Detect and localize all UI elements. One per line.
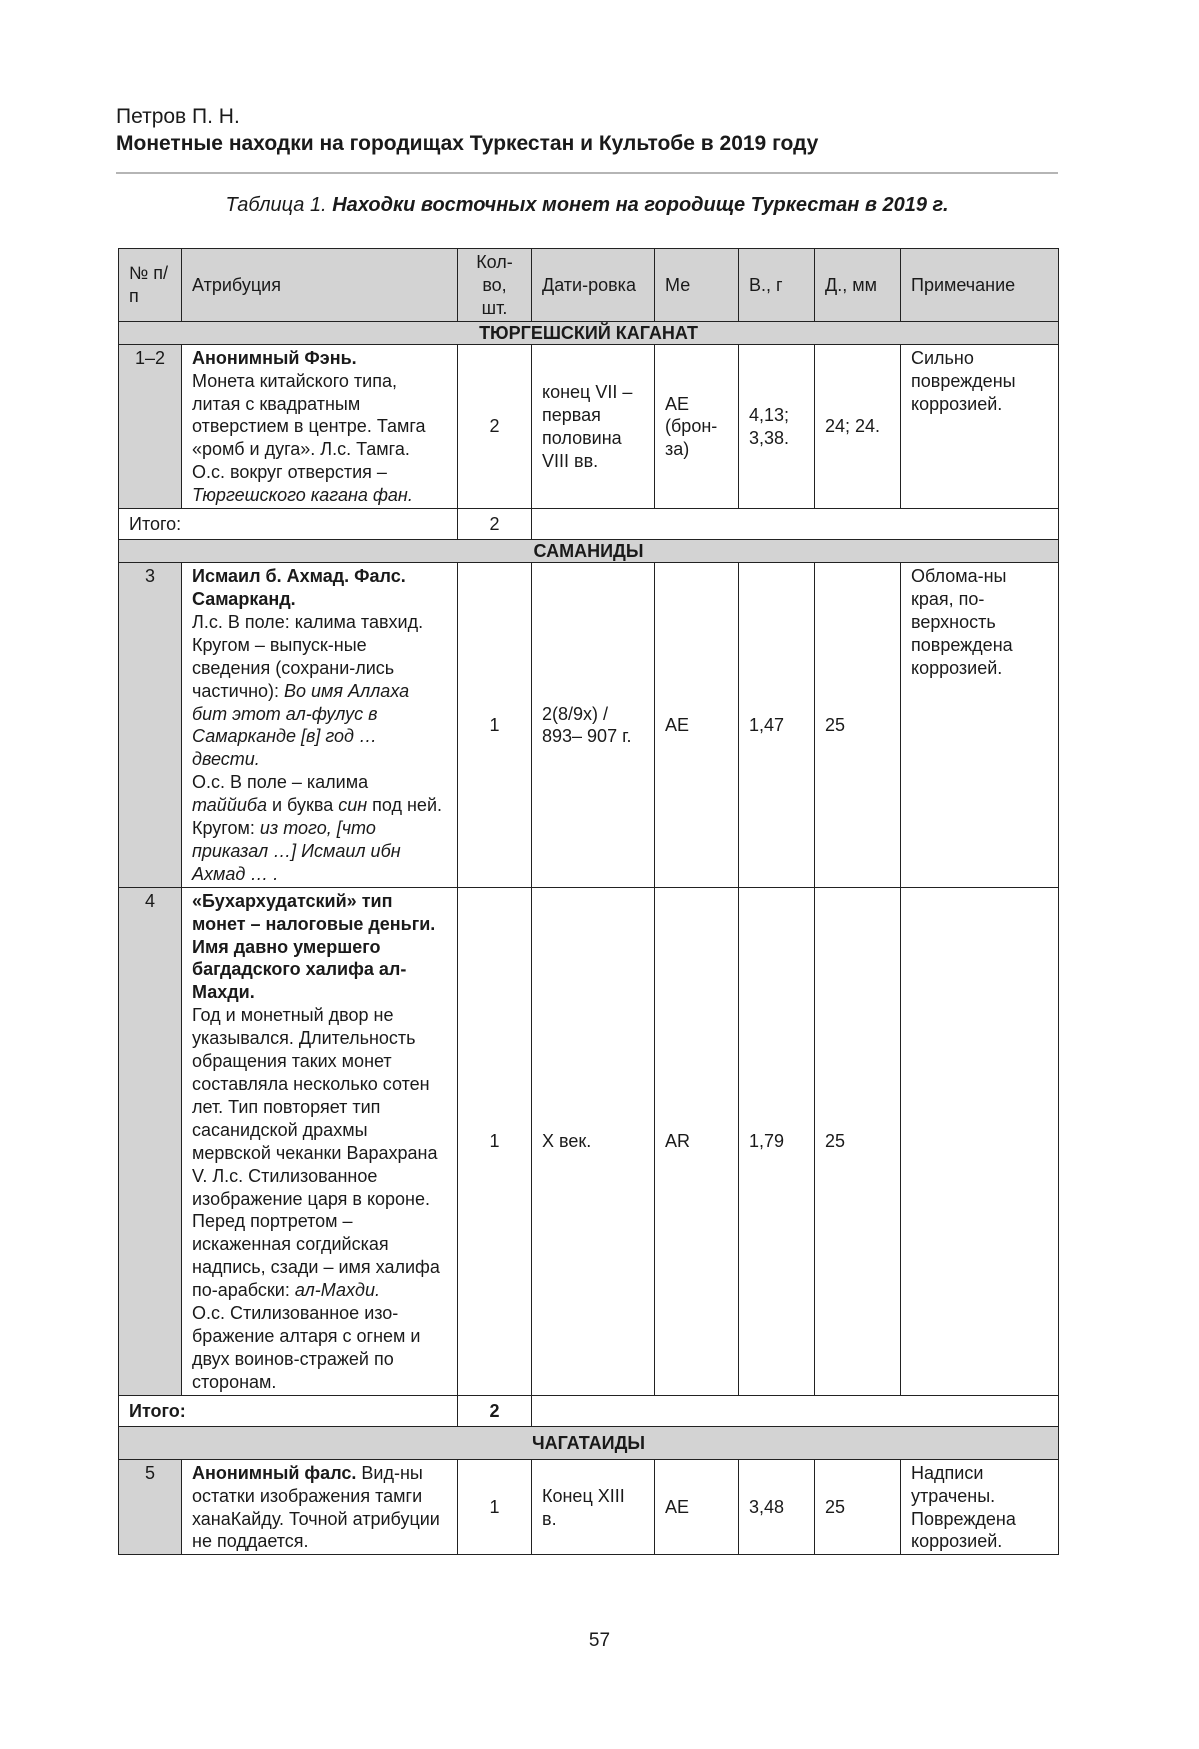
total-empty — [532, 509, 1059, 540]
row-qty: 1 — [458, 1459, 532, 1555]
row-weight: 1,47 — [739, 563, 815, 888]
attribution-inscription: син — [338, 795, 368, 816]
row-metal: AE (брон-за) — [655, 344, 739, 508]
header-num: № п/п — [119, 249, 182, 322]
attribution-title: «Бухархудатский» тип монет – налоговые деньги. Имя давно умершего багдадского халифа ал-Махди. — [192, 890, 436, 1003]
attribution-text: Год и монетный двор не указывался. Длительность обращения таких монет составляла несколько сотен лет. Тип повторяет тип сасанидской драхмы мервской чеканки Варахрана V. Л.с. Стилизованное изображение царя в короне. Перед портретом – искаженная согдийская надпись, сзади – имя халифа по-арабски: — [192, 1005, 440, 1301]
row-number: 1–2 — [119, 344, 182, 508]
attribution-text: Л.с. В поле: калима тавхид. Кругом – выпуск-ные сведения (сохрани-лись частично): — [192, 611, 424, 701]
row-diameter: 25 — [815, 563, 901, 888]
total-label: Итого: — [119, 1395, 458, 1426]
row-note — [901, 887, 1059, 1395]
attribution-title: Исмаил б. Ахмад. Фалс. Самарканд. — [192, 566, 406, 609]
row-qty: 1 — [458, 563, 532, 888]
attribution-title: Анонимный фалс. — [192, 1462, 357, 1483]
attribution-text: Монета китайского типа, литая с квадратным отверстием в центре. Тамга «ромб и дуга». Л.с. Тамга. О.с. вокруг отверстия – — [192, 370, 426, 483]
attribution-inscription: ал-Махди. — [294, 1280, 380, 1301]
attribution-inscription: Во имя Аллаха бит этот ал-фулус в Самарканде [в] год … двести. — [192, 680, 410, 770]
attribution-inscription: из того, [что приказал …] Исмаил ибн Ахмад … . — [192, 818, 401, 884]
total-label: Итого: — [119, 509, 458, 540]
caption-title: Находки восточных монет на городище Туркестан в 2019 г. — [332, 194, 949, 216]
header-metal: Ме — [655, 249, 739, 322]
row-note: Сильно повреждены коррозией. — [901, 344, 1059, 508]
row-attribution — [182, 1459, 458, 1555]
article-title: Монетные находки на городищах Туркестан и Культобе в 2019 году — [116, 132, 819, 155]
table-row — [119, 344, 1059, 508]
section-heading — [119, 321, 1059, 344]
row-note: Облома-ны края, по-верхность повреждена коррозией. — [901, 563, 1059, 888]
table-caption — [116, 192, 1058, 218]
row-note: Надписи утрачены. Повреждена коррозией. — [901, 1459, 1059, 1555]
row-metal: AE — [655, 563, 739, 888]
total-empty — [532, 1395, 1059, 1426]
row-diameter: 25 — [815, 1459, 901, 1555]
header-qty: Кол-во, шт. — [458, 249, 532, 322]
row-dating: X век. — [532, 887, 655, 1395]
attribution-text: и буква — [266, 795, 339, 816]
section-heading — [119, 540, 1059, 563]
row-metal: AR — [655, 887, 739, 1395]
row-diameter: 25 — [815, 887, 901, 1395]
attribution-inscription: таййиба — [192, 795, 267, 816]
row-qty: 1 — [458, 887, 532, 1395]
attribution-inscription: Тюргешского кагана фан. — [192, 485, 413, 506]
table-row — [119, 887, 1059, 1395]
row-number: 4 — [119, 887, 182, 1395]
row-number: 3 — [119, 563, 182, 888]
table-row — [119, 563, 1059, 888]
row-attribution — [182, 887, 458, 1395]
header-diameter: Д., мм — [815, 249, 901, 322]
section-title-samanids: САМАНИДЫ — [119, 540, 1059, 563]
row-diameter: 24; 24. — [815, 344, 901, 508]
attribution-title: Анонимный Фэнь. — [192, 347, 357, 368]
attribution-text: под ней. Кругом: — [192, 795, 442, 839]
total-value: 2 — [458, 1395, 532, 1426]
header-note: Примечание — [901, 249, 1059, 322]
header-weight: В., г — [739, 249, 815, 322]
row-dating: Конец XIII в. — [532, 1459, 655, 1555]
row-number: 5 — [119, 1459, 182, 1555]
total-value: 2 — [458, 509, 532, 540]
row-metal: AE — [655, 1459, 739, 1555]
section-heading — [119, 1426, 1059, 1459]
table-row — [119, 1459, 1059, 1555]
header-divider — [116, 172, 1058, 174]
row-attribution — [182, 563, 458, 888]
row-attribution — [182, 344, 458, 508]
row-weight: 1,79 — [739, 887, 815, 1395]
total-row — [119, 1395, 1059, 1426]
attribution-text: О.с. Стилизованное изо-бражение алтаря с огнем и двух воинов-стражей по сторонам. — [192, 1303, 421, 1392]
author-line: Петров П. Н. — [116, 105, 240, 128]
row-weight: 4,13; 3,38. — [739, 344, 815, 508]
coin-finds-table — [118, 248, 1059, 1555]
row-qty: 2 — [458, 344, 532, 508]
row-dating: конец VII – первая половина VIII вв. — [532, 344, 655, 508]
page-header — [116, 104, 1058, 157]
attribution-text: Вид-ны остатки изображения тамги ханаКайду. Точной атрибуции не поддается. — [192, 1462, 440, 1552]
header-attribution: Атрибуция — [182, 249, 458, 322]
attribution-text: О.с. В поле – калима — [192, 772, 369, 793]
section-title-turgesh: ТЮРГЕШСКИЙ КАГАНАТ — [119, 321, 1059, 344]
section-title-chagatai: ЧАГАТАИДЫ — [119, 1426, 1059, 1459]
header-dating: Дати-ровка — [532, 249, 655, 322]
row-weight: 3,48 — [739, 1459, 815, 1555]
table-header-row — [119, 249, 1059, 322]
row-dating: 2(8/9x) / 893– 907 г. — [532, 563, 655, 888]
total-row — [119, 509, 1059, 540]
caption-prefix: Таблица 1. — [225, 194, 333, 216]
page-number: 57 — [588, 1630, 611, 1651]
